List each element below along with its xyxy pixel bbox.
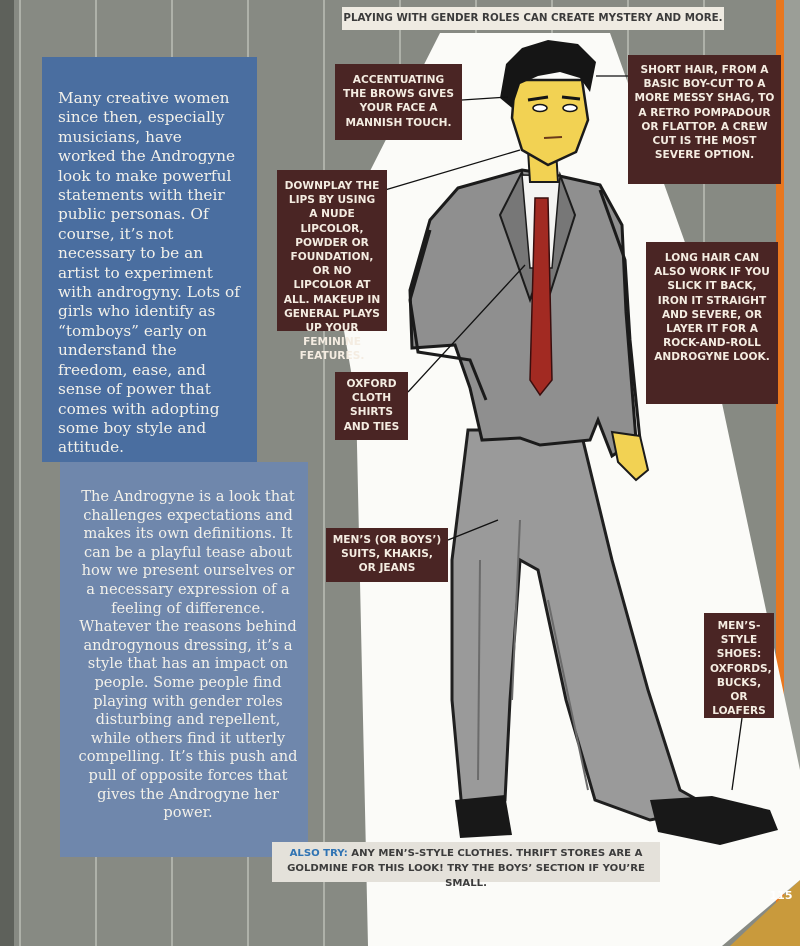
left-shoe — [455, 795, 512, 838]
callout-long-hair: LONG HAIR CAN ALSO WORK IF YOU SLICK IT BACK, IRON IT STRAIGHT AND SEVERE, OR LAYER IT FOR A ROCK-AND-ROLL ANDROGYNE LOOK. — [646, 242, 778, 404]
page-number: 115 — [769, 889, 793, 902]
right-eye — [563, 105, 577, 112]
callout-suits: MEN’S (OR BOYS’) SUITS, KHAKIS, OR JEANS — [326, 528, 448, 582]
lips — [544, 137, 562, 138]
callout-shoes: MEN’S-STYLE SHOES: OXFORDS, BUCKS, OR LOAFERS — [704, 613, 774, 718]
also-try-text: ANY MEN’S-STYLE CLOTHES. THRIFT STORES ARE A GOLDMINE FOR THIS LOOK! TRY THE BOYS’ SECTION IF YOU’RE SMALL. — [287, 848, 645, 889]
callout-lips: DOWNPLAY THE LIPS BY USING A NUDE LIPCOLOR, POWDER OR FOUNDATION, OR NO LIPCOLOR AT ALL. MAKEUP IN GENERAL PLAYS UP YOUR FEMININE FEATURES. — [277, 170, 387, 331]
face — [512, 80, 588, 165]
body-text-box — [60, 462, 308, 857]
callout-short-hair: SHORT HAIR, FROM A BASIC BOY-CUT TO A MORE MESSY SHAG, TO A RETRO POMPADOUR OR FLATTOP. A CREW CUT IS THE MOST SEVERE OPTION. — [628, 55, 781, 184]
body-paragraph: The Androgyne is a look that challenges expectations and makes its own definitions. It can be a playful tease about how we present ourselves or a necessary expression of a feeling of difference. Whatever the reasons behind androgynous dressing, it’s a style that has an impact on people. Some people find playing with gender roles disturbing and repellent, while others find it utterly compelling. It’s this push and pull of opposite forces that gives the Androgyne her power. — [78, 488, 298, 822]
also-try-banner — [272, 842, 660, 889]
page-gutter-shadow — [0, 0, 14, 946]
left-eye — [533, 105, 547, 112]
intro-paragraph: Many creative women since then, especially musicians, have worked the Androgyne look to make powerful statements with their public personas. Of course, it’s not necessary to be an artist to experiment with androgyny. Lots of girls who identify as “tomboys” early on understand the freedom, ease, and sense of power that comes with adopting some boy style and attitude. — [58, 89, 240, 457]
top-banner: PLAYING WITH GENDER ROLES CAN CREATE MYSTERY AND MORE. — [342, 7, 724, 30]
callout-oxford: OXFORD CLOTH SHIRTS AND TIES — [335, 372, 408, 440]
intro-text-box — [42, 57, 257, 462]
callout-brows: ACCENTUATING THE BROWS GIVES YOUR FACE A MANNISH TOUCH. — [335, 64, 462, 140]
also-try-label: ALSO TRY: — [289, 848, 348, 859]
